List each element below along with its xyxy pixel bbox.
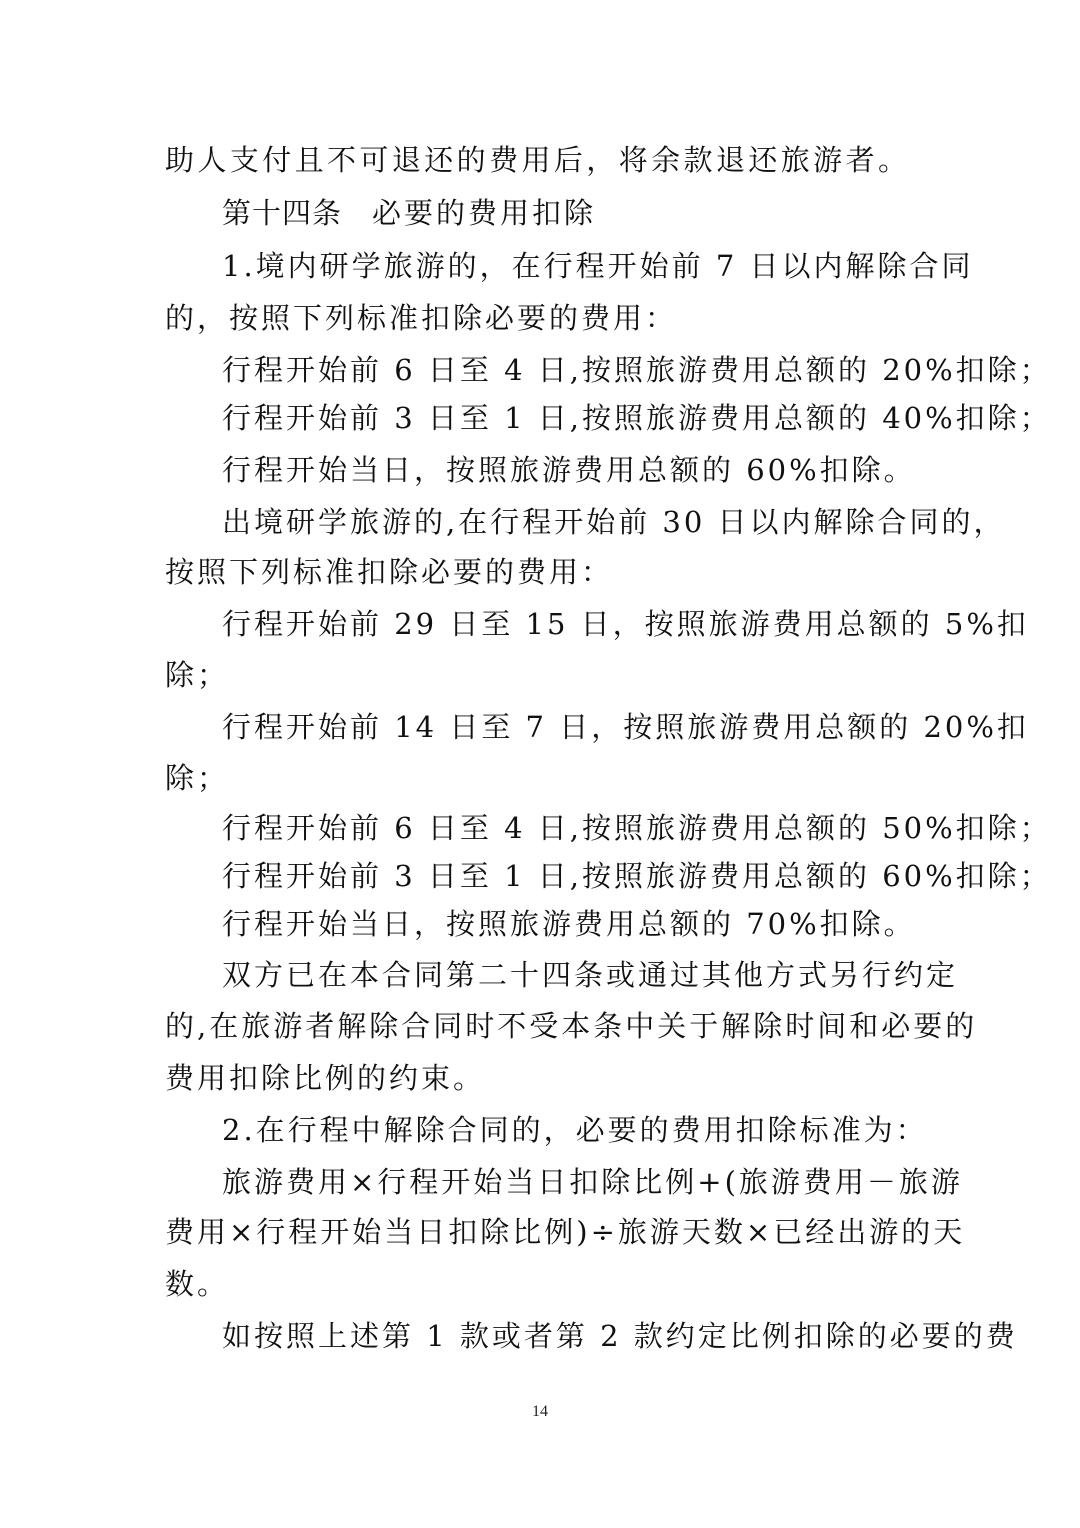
paragraph-line: 的，按照下列标准扣除必要的费用： (165, 301, 678, 335)
paragraph-line: 除； (165, 658, 230, 692)
paragraph-line: 的,在旅游者解除合同时不受本条中关于解除时间和必要的 (165, 1009, 978, 1043)
paragraph-line: 行程开始前 6 日至 4 日,按照旅游费用总额的 50%扣除； (222, 811, 1052, 845)
paragraph-line: 如按照上述第 1 款或者第 2 款约定比例扣除的必要的费 (222, 1319, 1018, 1353)
page-number: 14 (532, 1403, 548, 1420)
paragraph-line: 出境研学旅游的,在行程开始前 30 日以内解除合同的， (222, 505, 1006, 539)
paragraph-line: 行程开始当日，按照旅游费用总额的 70%扣除。 (222, 907, 916, 941)
paragraph-line: 助人支付且不可退还的费用后，将余款退还旅游者。 (165, 143, 910, 177)
paragraph-line: 行程开始前 3 日至 1 日,按照旅游费用总额的 40%扣除； (222, 401, 1052, 435)
paragraph-line: 费用×行程开始当日扣除比例)÷旅游天数×已经出游的天 (165, 1215, 966, 1249)
paragraph-line: 行程开始前 14 日至 7 日，按照旅游费用总额的 20%扣 (222, 710, 1029, 744)
article-heading (222, 193, 910, 233)
paragraph-line: 行程开始前 29 日至 15 日，按照旅游费用总额的 5%扣 (222, 607, 1029, 641)
paragraph-line: 行程开始前 6 日至 4 日,按照旅游费用总额的 20%扣除； (222, 353, 1052, 387)
article-number: 第十四条 (222, 196, 343, 230)
paragraph-line: 行程开始当日，按照旅游费用总额的 60%扣除。 (222, 453, 916, 487)
paragraph-line: 除； (165, 761, 230, 795)
article-title: 必要的费用扣除 (372, 196, 597, 230)
paragraph-line: 2.在行程中解除合同的，必要的费用扣除标准为： (222, 1113, 928, 1147)
paragraph-line: 1.境内研学旅游的，在行程开始前 7 日以内解除合同 (222, 249, 974, 283)
paragraph-line: 数。 (165, 1267, 230, 1301)
paragraph-line: 行程开始前 3 日至 1 日,按照旅游费用总额的 60%扣除； (222, 859, 1052, 893)
paragraph-line: 双方已在本合同第二十四条或通过其他方式另行约定 (222, 958, 959, 992)
paragraph-line: 旅游费用×行程开始当日扣除比例+(旅游费用－旅游 (222, 1165, 963, 1199)
paragraph-line: 按照下列标准扣除必要的费用： (165, 555, 614, 589)
paragraph-line: 费用扣除比例的约束。 (165, 1061, 486, 1095)
